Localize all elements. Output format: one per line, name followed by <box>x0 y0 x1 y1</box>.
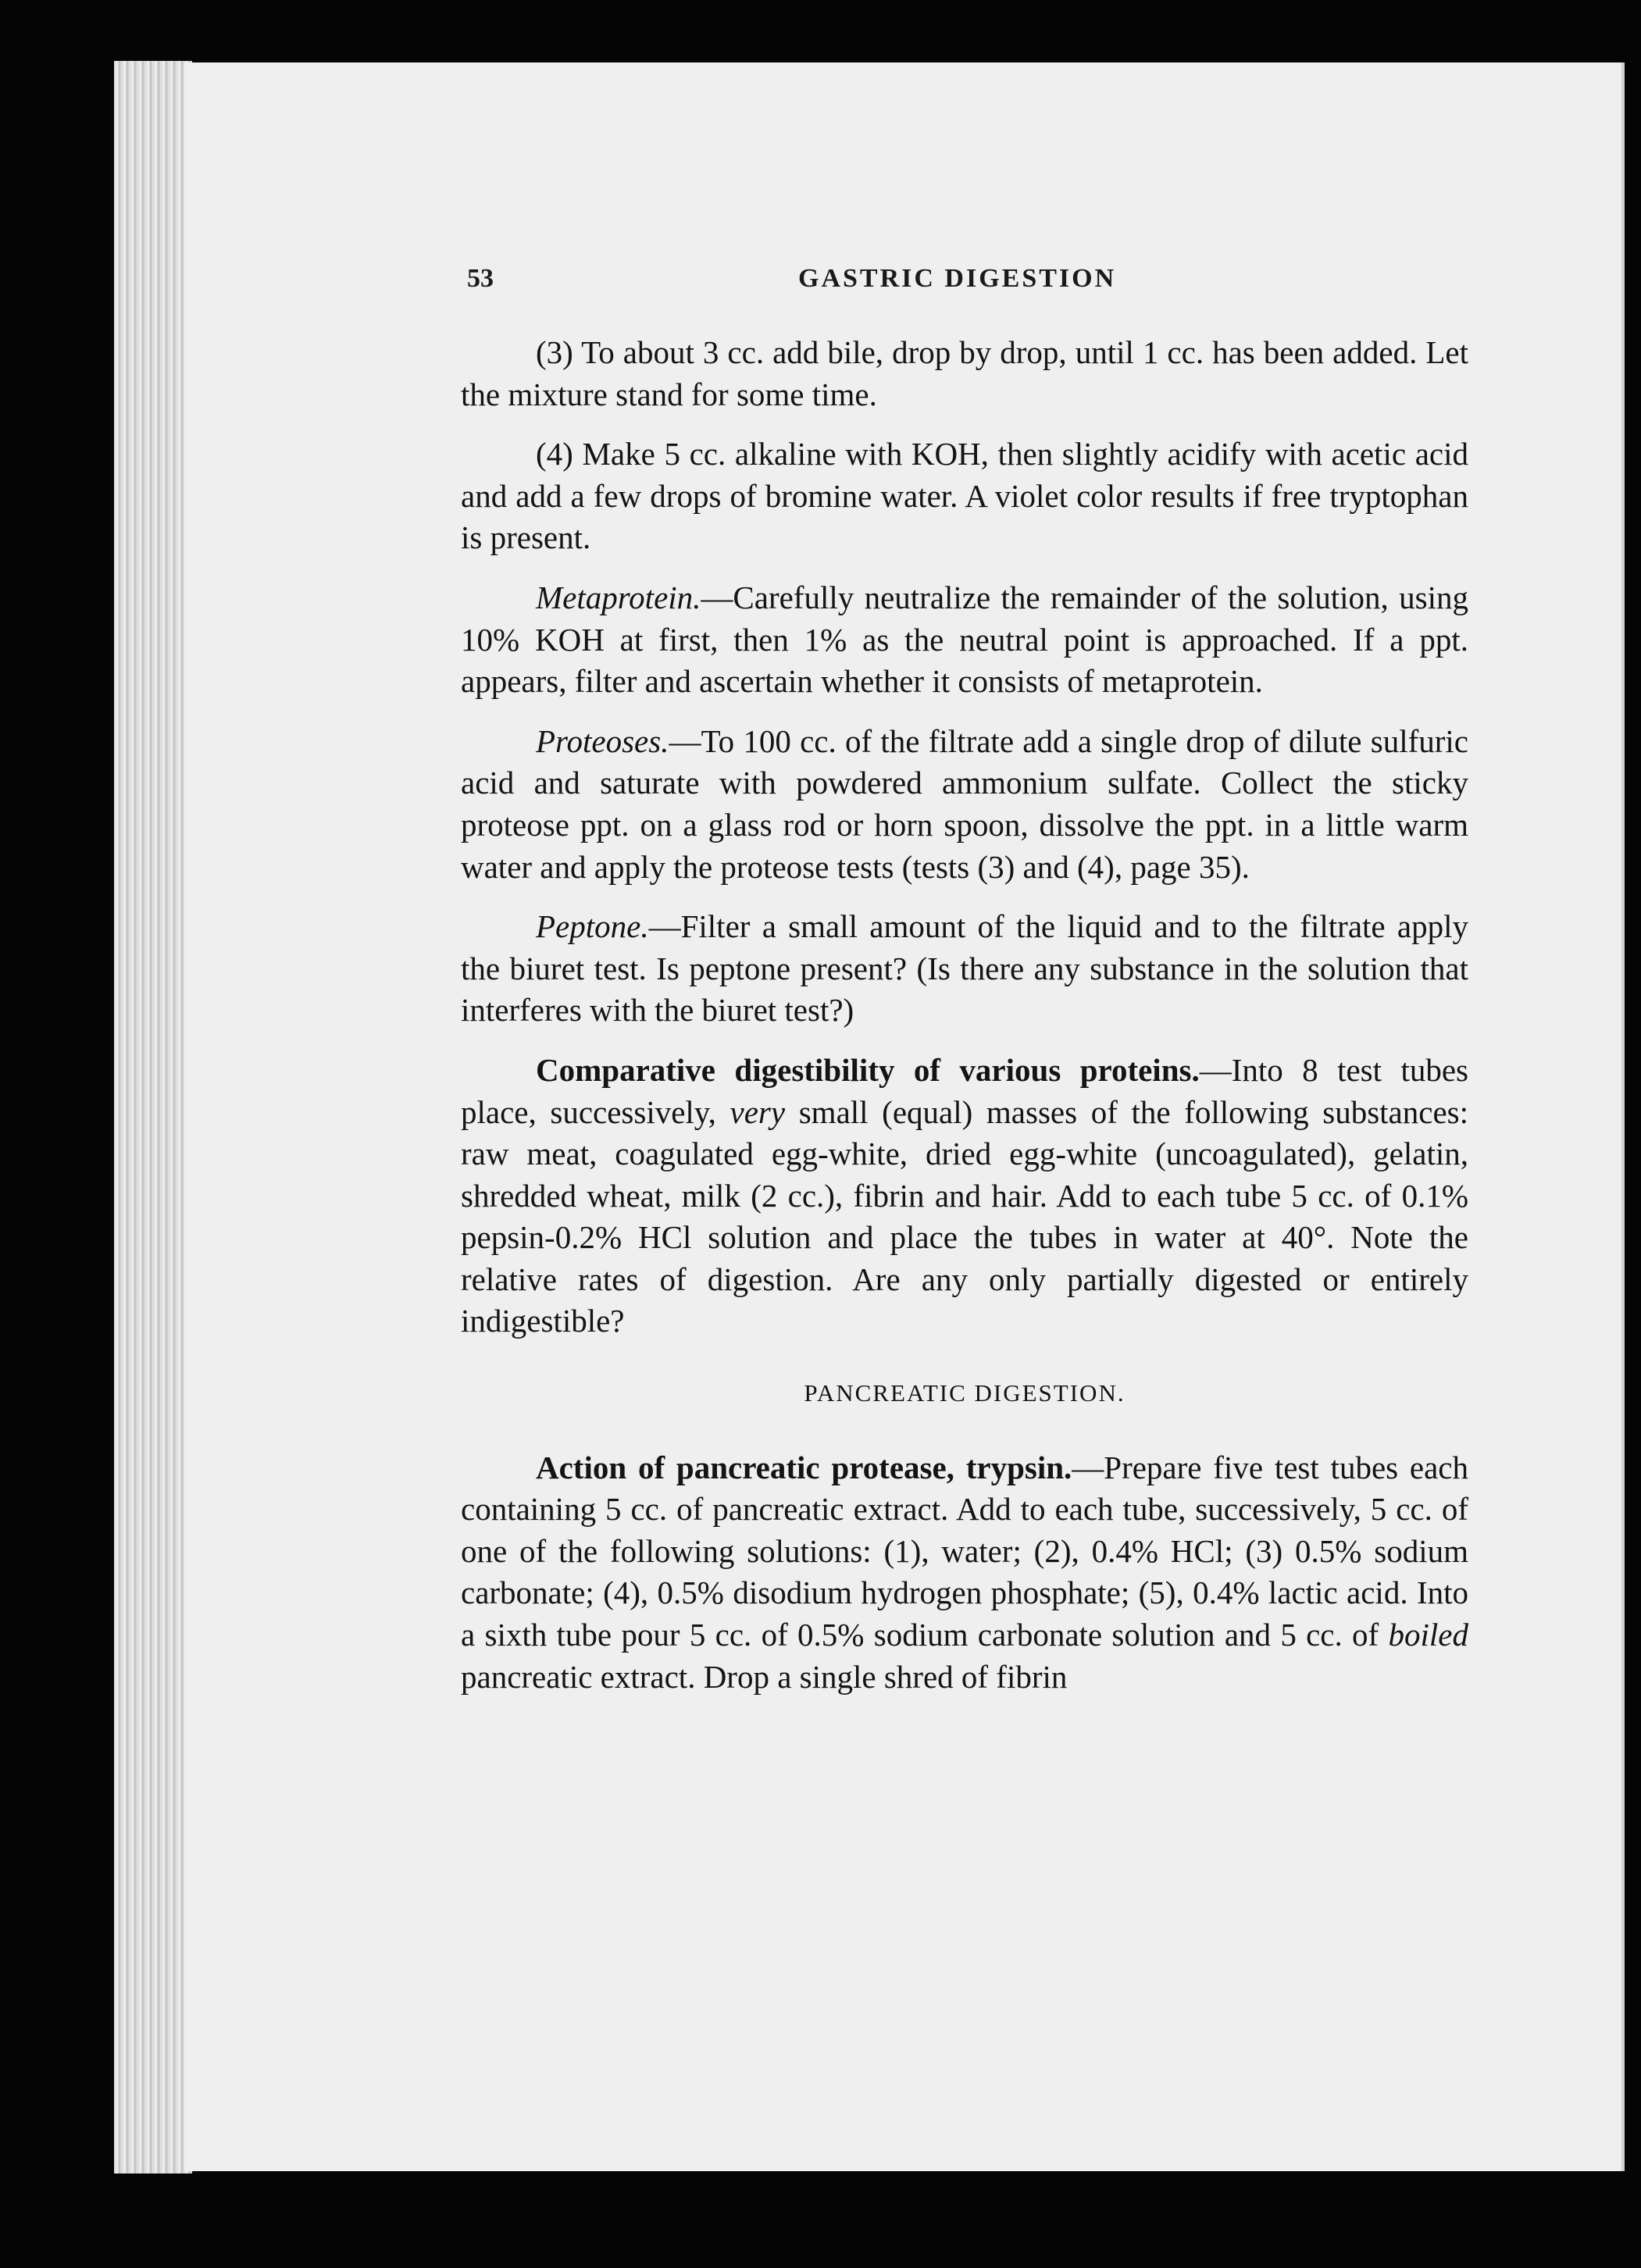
paragraph-metaprotein <box>461 577 1468 703</box>
paragraph-bromine-test: (4) Make 5 cc. alkaline with KOH, then slightly acidify with acetic acid and add a few drops of bromine water. A violet color results if free tryptophan is present. <box>461 436 1468 556</box>
trypsin-text-b: pancreatic extract. Drop a single shred of fibrin <box>461 1658 1068 1695</box>
running-head <box>283 264 1470 303</box>
trypsin-text-a: —Prepare five test tubes each containing 5 cc. of pancreatic extract. Add to each tube, successively, 5 cc. of one of the following solutions: (1), water; (2), 0.4% HCl; (3) 0.5% sodium carbonate; (4), 0.5% disodium hydrogen phosphate; (5), 0.4% lactic acid. Into a sixth tube pour 5 cc. of 0.5% sodium carbonate solution and 5 cc. of <box>461 1449 1468 1653</box>
paragraph-peptone <box>461 906 1468 1032</box>
page-edges <box>114 61 192 2174</box>
comparative-text-a: —Into 8 test tubes place, successively, <box>461 1051 1468 1130</box>
trypsin-heading: Action of pancreatic protease, trypsin. <box>536 1449 1072 1485</box>
running-head-title: GASTRIC DIGESTION <box>798 264 1117 293</box>
metaprotein-text: —Carefully neutralize the remainder of the solution, using 10% KOH at first, then 1% as the neutral point is approached. If a ppt. appears, filter and ascertain whether it consists of metaprotein. <box>461 579 1468 700</box>
section-heading: PANCREATIC DIGESTION. <box>804 1379 1126 1407</box>
comparative-text-b: small (equal) masses of the following substances: raw meat, coagulated egg-white, dried egg-white (uncoagulated), gelatin, shredded wheat, milk (2 cc.), fibrin and hair. Add to each tube 5 cc. of 0.1% pepsin-0.2% HCl solution and place the tubes in water at 40°. Note the relative rates of digestion. Are any only partially digested or entirely indigestible? <box>461 1093 1468 1339</box>
metaprotein-heading: Metaprotein. <box>536 579 701 615</box>
paragraph-comparative-digestibility <box>461 1050 1468 1343</box>
comparative-emphasis: very <box>730 1093 786 1130</box>
body-text <box>461 332 1468 1716</box>
paragraph-trypsin <box>461 1447 1468 1699</box>
comparative-digestibility-heading: Comparative digestibility of various proteins. <box>536 1051 1200 1088</box>
page-number: 53 <box>467 264 494 293</box>
peptone-text: —Filter a small amount of the liquid and to the filtrate apply the biuret test. Is peptone present? (Is there any substance in the solution that interferes with the biuret test?) <box>461 908 1468 1029</box>
proteoses-heading: Proteoses. <box>536 722 669 759</box>
proteoses-text: —To 100 cc. of the filtrate add a single drop of dilute sulfuric acid and saturate with powdered ammonium sulfate. Collect the sticky proteose ppt. on a glass rod or horn spoon, dissolve the ppt. in a little warm water and apply the proteose tests (tests (3) and (4), page 35). <box>461 722 1468 885</box>
paragraph-bile-test: (3) To about 3 cc. add bile, drop by drop, until 1 cc. has been added. Let the mixture stand for some time. <box>461 334 1468 412</box>
trypsin-emphasis: boiled <box>1388 1617 1468 1653</box>
peptone-heading: Peptone. <box>536 908 649 945</box>
paragraph-proteoses <box>461 721 1468 888</box>
